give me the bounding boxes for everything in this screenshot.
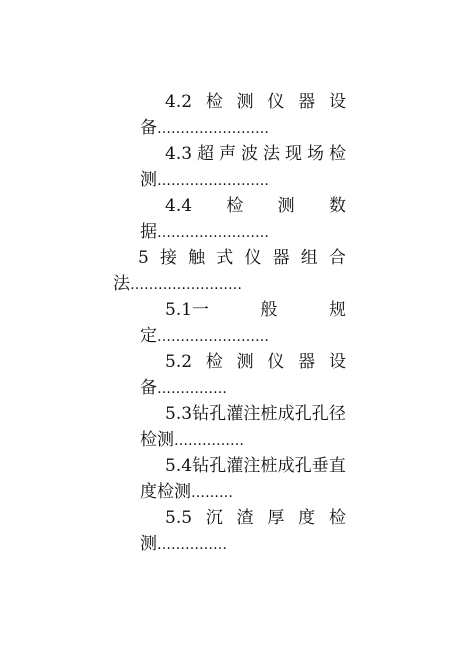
toc-char: 仪 <box>267 352 285 372</box>
toc-char: 灌 <box>226 404 244 424</box>
toc-char: 检 <box>205 352 223 372</box>
toc-char: 垂 <box>311 456 329 476</box>
toc-number: 4.2 <box>165 92 193 112</box>
toc-entry-5-1-line2 <box>140 323 460 349</box>
toc-number: 5 <box>138 248 149 268</box>
toc-char: 孔 <box>311 404 329 424</box>
toc-entry-5-2-line1 <box>165 349 346 375</box>
toc-entry-5-line1 <box>138 245 346 271</box>
toc-char: 器 <box>298 92 316 112</box>
toc-char: 设 <box>328 352 346 372</box>
toc-number: 5.5 <box>165 508 193 528</box>
toc-entry-4-2-line2 <box>140 115 460 141</box>
toc-char: 组 <box>300 248 318 268</box>
toc-char: 超 <box>197 144 215 164</box>
toc-char: 检 <box>226 196 244 216</box>
toc-char: 般 <box>260 300 278 320</box>
toc-tail: 度检测 <box>140 482 191 502</box>
toc-leader: …………………… <box>157 121 269 137</box>
toc-char: 注 <box>243 456 261 476</box>
toc-leader: …………………… <box>130 277 242 293</box>
toc-leader: …………………… <box>157 173 269 189</box>
toc-char: 波 <box>241 144 258 164</box>
toc-char: 检 <box>328 144 346 164</box>
toc-leader: …………… <box>157 381 227 397</box>
toc-tail: 据 <box>140 222 157 242</box>
toc-tail: 法 <box>113 274 130 294</box>
toc-char: 式 <box>216 248 234 268</box>
toc-entry-5-5-line1 <box>165 505 346 531</box>
toc-entry-5-5-line2 <box>140 531 460 557</box>
toc-char: 孔 <box>294 404 312 424</box>
toc-char: 灌 <box>226 456 244 476</box>
toc-number-and-first-char <box>165 297 209 323</box>
toc-char: 数 <box>328 196 346 216</box>
toc-char: 钻 <box>192 404 210 424</box>
toc-leader: …………… <box>157 537 227 553</box>
toc-number: 4.4 <box>165 196 193 216</box>
toc-char: 场 <box>306 144 324 164</box>
toc-char: 规 <box>328 300 346 320</box>
toc-leader: ……… <box>191 485 233 501</box>
toc-number: 5.4 <box>165 456 193 476</box>
toc-char: 直 <box>328 456 346 476</box>
toc-char: 测 <box>236 92 254 112</box>
toc-leader: …………… <box>174 433 244 449</box>
toc-entry-4-3-line2 <box>140 167 460 193</box>
toc-char: 孔 <box>209 456 227 476</box>
toc-char: 桩 <box>260 404 278 424</box>
toc-number: 5.3 <box>165 404 193 424</box>
toc-char: 厚 <box>267 508 285 528</box>
toc-char: 设 <box>328 92 346 112</box>
toc-tail: 检测 <box>140 430 174 450</box>
toc-char: 渣 <box>236 508 254 528</box>
toc-tail: 定 <box>140 326 157 346</box>
toc-number: 5.1 <box>165 300 193 320</box>
toc-entry-5-1-line1 <box>165 297 346 323</box>
toc-entry-4-4-line2 <box>140 219 460 245</box>
toc-char: 径 <box>328 404 346 424</box>
toc-char: 仪 <box>244 248 262 268</box>
toc-entry-4-3-line1 <box>165 141 346 167</box>
toc-char: 合 <box>328 248 346 268</box>
toc-char: 钻 <box>192 456 210 476</box>
toc-char: 测 <box>236 352 254 372</box>
toc-entry-5-4-line1 <box>165 453 346 479</box>
toc-number: 5.2 <box>165 352 193 372</box>
toc-char: 成 <box>277 404 295 424</box>
toc-char: 现 <box>284 144 302 164</box>
toc-tail: 测 <box>140 534 157 554</box>
toc-char: 一 <box>192 300 210 320</box>
toc-tail: 备 <box>140 378 157 398</box>
toc-char: 器 <box>272 248 290 268</box>
toc-char: 器 <box>298 352 316 372</box>
toc-leader: …………………… <box>157 225 269 241</box>
toc-char: 测 <box>277 196 295 216</box>
toc-char: 成 <box>277 456 295 476</box>
toc-char: 孔 <box>209 404 227 424</box>
toc-char: 沉 <box>205 508 223 528</box>
toc-char: 声 <box>219 144 237 164</box>
toc-char: 度 <box>298 508 316 528</box>
toc-char: 孔 <box>294 456 312 476</box>
toc-entry-5-2-line2 <box>140 375 460 401</box>
toc-char: 检 <box>328 508 346 528</box>
toc-entry-4-2-line1 <box>165 89 346 115</box>
toc-entry-5-4-line2 <box>140 479 460 505</box>
toc-entry-5-3-line2 <box>140 427 460 453</box>
toc-char: 接 <box>159 248 177 268</box>
toc-entry-5-3-line1 <box>165 401 346 427</box>
toc-char: 检 <box>205 92 223 112</box>
toc-char: 法 <box>262 144 280 164</box>
toc-char: 桩 <box>260 456 278 476</box>
toc-entry-4-4-line1 <box>165 193 346 219</box>
toc-leader: …………………… <box>157 329 269 345</box>
toc-char: 仪 <box>267 92 285 112</box>
toc-entry-5-line2 <box>113 271 460 297</box>
toc-char: 触 <box>188 248 206 268</box>
toc-tail: 测 <box>140 170 157 190</box>
toc-tail: 备 <box>140 118 157 138</box>
toc-number: 4.3 <box>165 144 193 164</box>
toc-char: 注 <box>243 404 261 424</box>
